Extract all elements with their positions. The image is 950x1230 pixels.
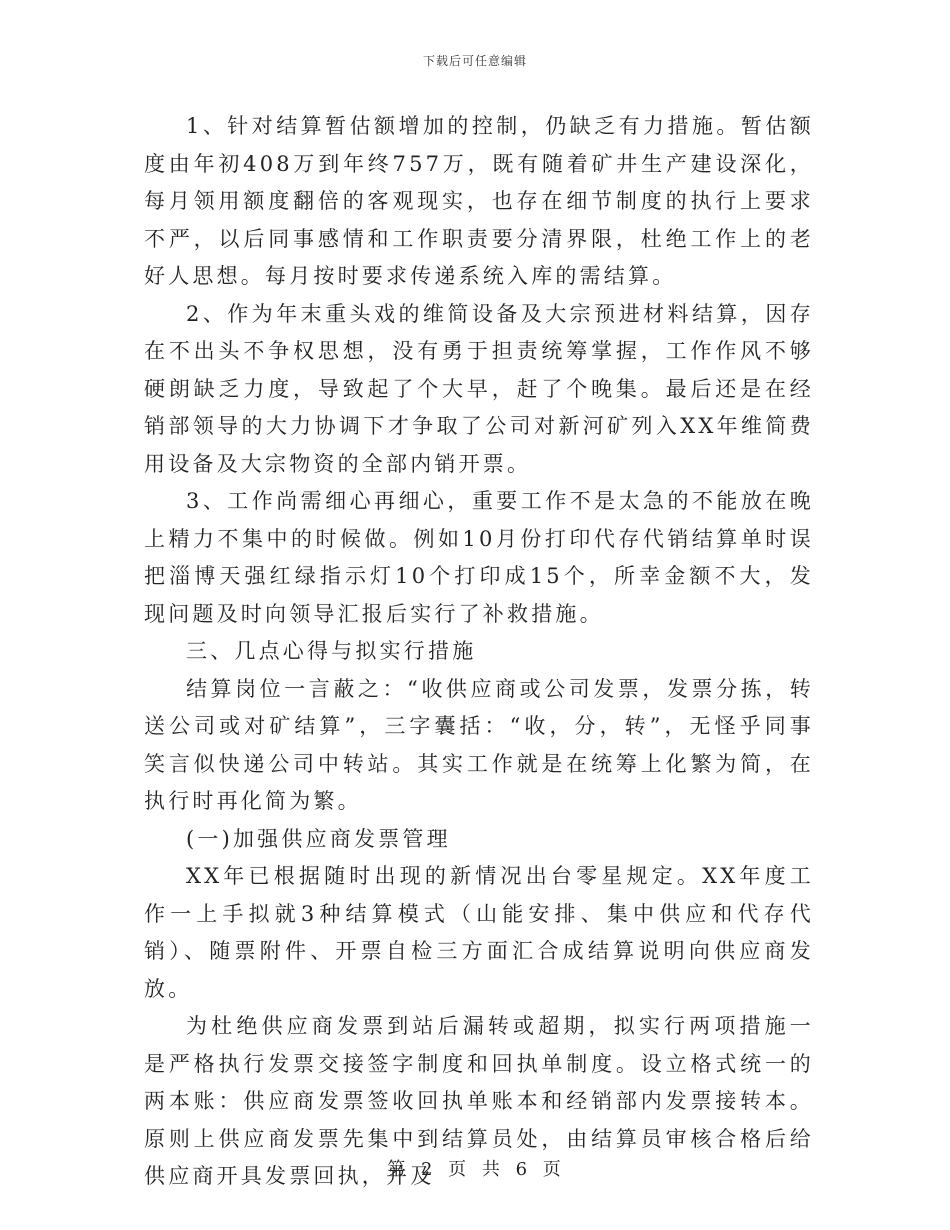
page-footer: 第 2 页 共 6 页 [387,1159,563,1180]
paragraph-2: 2、作为年末重头戏的维简设备及大宗预进材料结算，因存在不出头不争权思想，没有勇于担责统筹掌握，工作作风不够硬朗缺乏力度，导致起了个大早，赶了个晚集。最后还是在经销部领导的大力协调下才争取了公司对新河矿列入XX年维简费用设备及大宗物资的全部内销开票。 [144,301,814,476]
page-header: 下载后可任意编辑 [422,54,527,68]
paragraph-3: 3、工作尚需细心再细心，重要工作不是太急的不能放在晚上精力不集中的时候做。例如10月份打印代存代销结算单时误把淄博天强红绿指示灯10个打印成15个，所幸金额不大，发现问题及时向领导汇报后实行了补救措施。 [144,489,814,626]
paragraph-5: XX年已根据随时出现的新情况出台零星规定。XX年度工作一上手拟就3种结算模式（山能安排、集中供应和代存代销）、随票附件、开票自检三方面汇合成结算说明向供应商发放。 [144,864,814,1001]
document-body [144,108,814,1196]
section-heading-3: 三、几点心得与拟实行措施 [186,639,477,663]
paragraph-6: 为杜绝供应商发票到站后漏转或超期，拟实行两项措施一是严格执行发票交接签字制度和回执单制度。设立格式统一的两本账：供应商发票签收回执单账本和经销部内发票接转本。原则上供应商发票先集中到结算员处，由结算员审核合格后给供应商开具发票回执，并及 [144,1014,814,1188]
subsection-heading-1: (一)加强供应商发票管理 [186,826,451,851]
paragraph-4: 结算岗位一言蔽之：“收供应商或公司发票，发票分拣，转送公司或对矿结算”，三字囊括：“收，分，转”，无怪乎同事笑言似快递公司中转站。其实工作就是在统筹上化繁为简，在执行时再化简为繁。 [144,676,814,813]
paragraph-1: 1、针对结算暂估额增加的控制，仍缺乏有力措施。暂估额度由年初408万到年终757万，既有随着矿井生产建设深化，每月领用额度翻倍的客观现实，也存在细节制度的执行上要求不严，以后同事感情和工作职责要分清界限，杜绝工作上的老好人思想。每月按时要求传递系统入库的需结算。 [144,114,814,288]
